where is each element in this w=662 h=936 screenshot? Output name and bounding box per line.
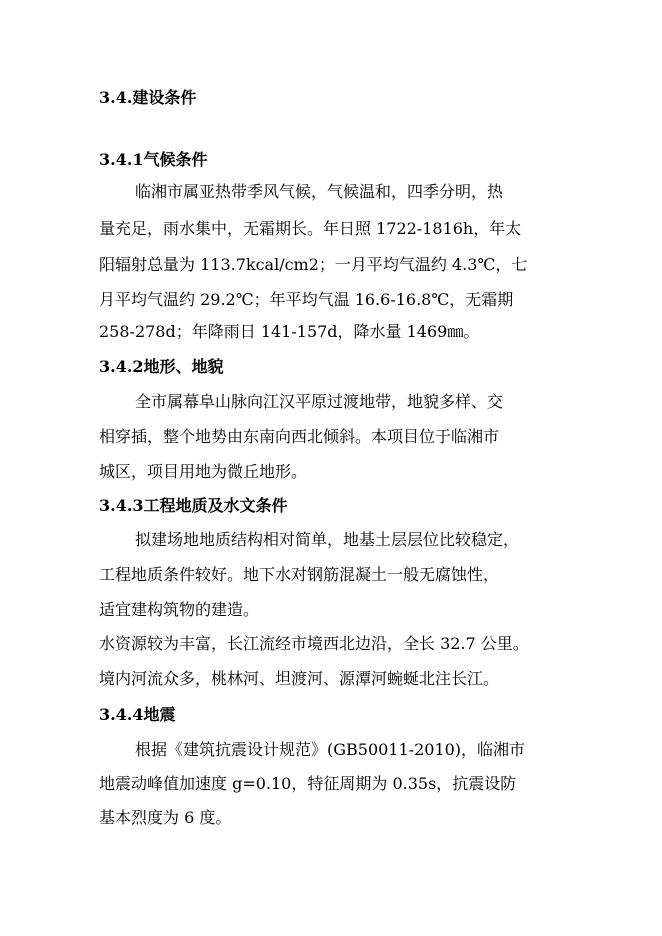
terrain-line-1: 全市属幕阜山脉向江汉平原过渡地带，地貌多样、交 xyxy=(135,392,504,411)
geology-line-4: 水资源较为丰富，长江流经市境西北边沿，全长 32.7 公里。 xyxy=(99,634,529,653)
terrain-line-2: 相穿插，整个地势由东南向西北倾斜。本项目位于临湘市 xyxy=(99,427,500,446)
geology-line-3: 适宜建构筑物的建造。 xyxy=(99,600,260,619)
section-title: 3.4.建设条件 xyxy=(99,88,197,107)
climate-line-3: 阳辐射总量为 113.7kcal/cm2；一月平均气温约 4.3℃，七 xyxy=(99,255,528,274)
climate-line-1: 临湘市属亚热带季风气候，气候温和，四季分明，热 xyxy=(135,182,504,201)
climate-line-4: 月平均气温约 29.2℃；年平均气温 16.6-16.8℃，无霜期 xyxy=(99,290,514,309)
heading-terrain: 3.4.2地形、地貌 xyxy=(99,357,224,376)
geology-line-1: 拟建场地地质结构相对简单，地基土层层位比较稳定， xyxy=(135,530,520,549)
terrain-line-3: 城区，项目用地为微丘地形。 xyxy=(99,462,308,481)
earthquake-line-1: 根据《建筑抗震设计规范》(GB50011-2010)，临湘市 xyxy=(135,740,526,759)
climate-line-5: 258-278d；年降雨日 141-157d，降水量 1469㎜。 xyxy=(99,322,480,341)
heading-earthquake: 3.4.4地震 xyxy=(99,705,176,724)
heading-geology: 3.4.3工程地质及水文条件 xyxy=(99,496,288,515)
heading-climate: 3.4.1气候条件 xyxy=(99,150,208,169)
geology-line-2: 工程地质条件较好。地下水对钢筋混凝土一般无腐蚀性， xyxy=(99,565,500,584)
earthquake-line-2: 地震动峰值加速度 g=0.10，特征周期为 0.35s，抗震设防 xyxy=(99,774,517,793)
climate-line-2: 量充足，雨水集中，无霜期长。年日照 1722-1816h，年太 xyxy=(99,219,522,238)
earthquake-line-3: 基本烈度为 6 度。 xyxy=(99,808,232,827)
geology-line-5: 境内河流众多，桃林河、坦渡河、源潭河蜿蜒北注长江。 xyxy=(99,669,500,688)
